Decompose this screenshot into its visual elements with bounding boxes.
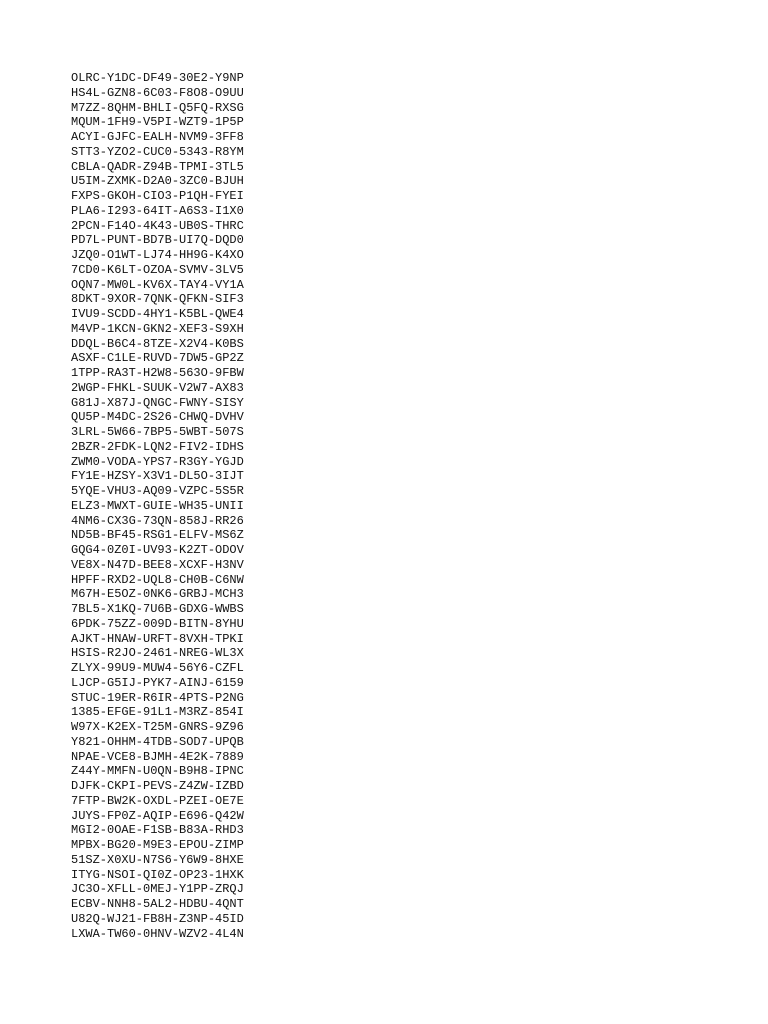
code-line: FY1E-HZSY-X3V1-DL5O-3IJT	[71, 469, 244, 484]
code-line: 6PDK-75ZZ-009D-BITN-8YHU	[71, 616, 244, 631]
code-line: HSIS-R2JO-2461-NREG-WL3X	[71, 646, 244, 661]
code-line: U82Q-WJ21-FB8H-Z3NP-45ID	[71, 911, 244, 926]
code-line: DJFK-CKPI-PEVS-Z4ZW-IZBD	[71, 779, 244, 793]
code-line: 2BZR-2FDK-LQN2-FIV2-IDHS	[71, 439, 244, 454]
code-line: ASXF-C1LE-RUVD-7DW5-GP2Z	[71, 351, 244, 366]
code-line: STUC-19ER-R6IR-4PTS-P2NG	[71, 690, 244, 705]
code-list	[71, 71, 244, 941]
code-line: DDQL-B6C4-8TZE-X2V4-K0BS	[71, 336, 244, 351]
code-line: 4NM6-CX3G-73QN-858J-RR26	[71, 513, 244, 528]
code-line: 51SZ-X0XU-N7S6-Y6W9-8HXE	[71, 852, 244, 867]
code-line: OQN7-MW0L-KV6X-TAY4-VY1A	[71, 277, 244, 292]
code-line: JUYS-FP0Z-AQIP-E696-Q42W	[71, 808, 244, 823]
code-line: AJKT-HNAW-URFT-8VXH-TPKI	[71, 631, 244, 646]
code-line: G81J-X87J-QNGC-FWNY-SISY	[71, 395, 244, 410]
code-line: PLA6-I293-64IT-A6S3-I1X0	[71, 203, 244, 218]
code-line: MGI2-0OAE-F1SB-B83A-RHD3	[71, 823, 244, 838]
code-line: 2PCN-F14O-4K43-UB0S-THRC	[71, 218, 244, 233]
code-line: MPBX-BG20-M9E3-EPOU-ZIMP	[71, 838, 244, 852]
code-line: ZLYX-99U9-MUW4-56Y6-CZFL	[71, 661, 244, 675]
code-line: 1385-EFGE-91L1-M3RZ-854I	[71, 705, 244, 720]
code-line: 7FTP-BW2K-OXDL-PZEI-OE7E	[71, 793, 244, 808]
code-line: LXWA-TW60-0HNV-WZV2-4L4N	[71, 926, 244, 941]
code-line: ND5B-BF45-RSG1-ELFV-MS6Z	[71, 528, 244, 543]
code-line: Y821-OHHM-4TDB-SOD7-UPQB	[71, 734, 244, 749]
code-line: NPAE-VCE8-BJMH-4E2K-7889	[71, 749, 244, 764]
code-line: HS4L-GZN8-6C03-F8O8-O9UU	[71, 85, 244, 100]
code-line: 1TPP-RA3T-H2W8-563O-9FBW	[71, 366, 244, 380]
code-line: W97X-K2EX-T25M-GNRS-9Z96	[71, 720, 244, 734]
code-line: ELZ3-MWXT-GUIE-WH35-UNII	[71, 498, 244, 513]
code-line: ZWM0-VODA-YPS7-R3GY-YGJD	[71, 454, 244, 469]
code-line: OLRC-Y1DC-DF49-30E2-Y9NP	[71, 71, 244, 85]
code-line: MQUM-1FH9-V5PI-WZT9-1P5P	[71, 115, 244, 130]
code-line: LJCP-G5IJ-PYK7-AINJ-6159	[71, 675, 244, 690]
code-line: 5YQE-VHU3-AQ09-VZPC-5S5R	[71, 484, 244, 498]
code-line: HPFF-RXD2-UQL8-CH0B-C6NW	[71, 572, 244, 587]
code-line: JC3O-XFLL-0MEJ-Y1PP-ZRQJ	[71, 882, 244, 897]
code-line: STT3-YZO2-CUC0-5343-R8YM	[71, 144, 244, 159]
code-line: GQG4-0Z0I-UV93-K2ZT-ODOV	[71, 543, 244, 557]
code-line: ACYI-GJFC-EALH-NVM9-3FF8	[71, 130, 244, 144]
code-line: FXPS-GKOH-CIO3-P1QH-FYEI	[71, 189, 244, 203]
code-line: 8DKT-9XOR-7QNK-QFKN-SIF3	[71, 292, 244, 307]
code-line: M7ZZ-8QHM-BHLI-Q5FQ-RXSG	[71, 100, 244, 115]
code-line: Z44Y-MMFN-U0QN-B9H8-IPNC	[71, 764, 244, 779]
code-line: 7BL5-X1KQ-7U6B-GDXG-WWBS	[71, 602, 244, 616]
code-line: CBLA-QADR-Z94B-TPMI-3TL5	[71, 159, 244, 174]
code-line: 2WGP-FHKL-SUUK-V2W7-AX83	[71, 380, 244, 395]
code-line: 7CD0-K6LT-OZOA-SVMV-3LV5	[71, 262, 244, 277]
code-line: VE8X-N47D-BEE8-XCXF-H3NV	[71, 557, 244, 572]
code-line: ECBV-NNH8-5AL2-HDBU-4QNT	[71, 897, 244, 911]
code-line: M67H-E5OZ-0NK6-GRBJ-MCH3	[71, 587, 244, 602]
code-line: 3LRL-5W66-7BP5-5WBT-507S	[71, 425, 244, 439]
code-line: QU5P-M4DC-2S26-CHWQ-DVHV	[71, 410, 244, 425]
code-line: PD7L-PUNT-BD7B-UI7Q-DQD0	[71, 233, 244, 248]
code-line: M4VP-1KCN-GKN2-XEF3-S9XH	[71, 321, 244, 336]
code-line: ITYG-NSOI-QI0Z-OP23-1HXK	[71, 867, 244, 882]
code-line: U5IM-ZXMK-D2A0-3ZC0-BJUH	[71, 174, 244, 189]
code-line: JZQ0-O1WT-LJ74-HH9G-K4XO	[71, 248, 244, 262]
code-line: IVU9-SCDD-4HY1-K5BL-QWE4	[71, 307, 244, 321]
